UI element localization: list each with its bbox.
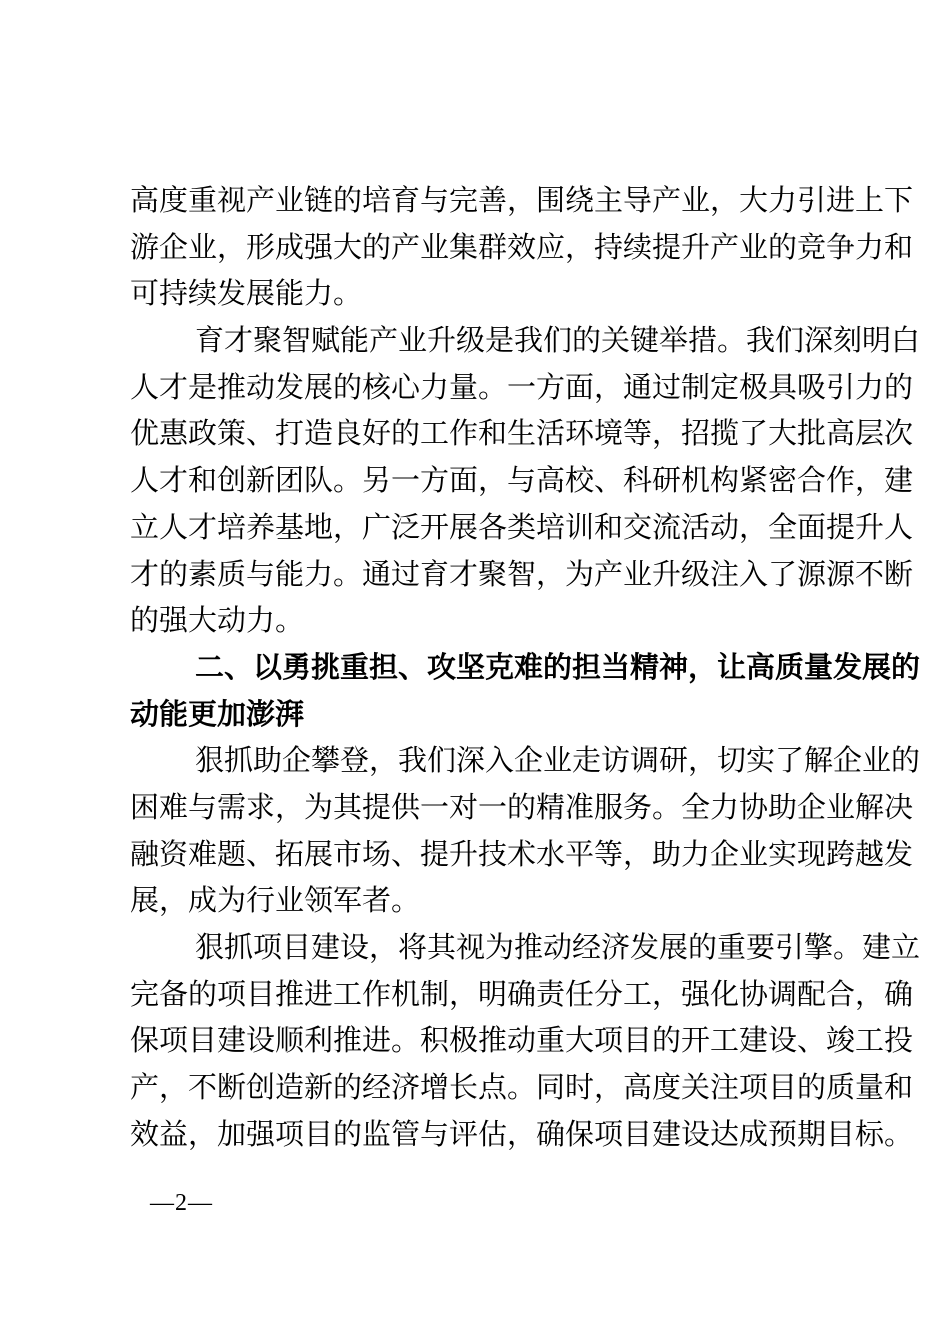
text-line: 产，不断创造新的经济增长点。同时，高度关注项目的质量和 xyxy=(130,1070,914,1105)
document-body xyxy=(130,177,921,1157)
text-line: 二、以勇挑重担、攻坚克难的担当精神，让高质量发展的 xyxy=(195,649,921,684)
text-line: 游企业，形成强大的产业集群效应，持续提升产业的竞争力和 xyxy=(130,229,914,264)
paragraph xyxy=(130,177,914,317)
text-line: 人才是推动发展的核心力量。一方面，通过制定极具吸引力的 xyxy=(130,369,914,404)
text-line: 狠抓项目建设，将其视为推动经济发展的重要引擎。建立 xyxy=(195,930,921,964)
section-heading xyxy=(130,644,921,737)
text-line: 展，成为行业领军者。 xyxy=(130,883,421,918)
text-line: 困难与需求，为其提供一对一的精准服务。全力协助企业解决 xyxy=(130,789,914,824)
text-line: 融资难题、拓展市场、提升技术水平等，助力企业实现跨越发 xyxy=(130,836,914,871)
text-line: 完备的项目推进工作机制，明确责任分工，强化协调配合，确 xyxy=(130,976,914,1011)
page-number: —2— xyxy=(150,1190,213,1216)
paragraph xyxy=(130,737,921,924)
text-line: 可持续发展能力。 xyxy=(130,276,363,311)
text-line: 狠抓助企攀登，我们深入企业走访调研，切实了解企业的 xyxy=(195,743,921,778)
text-line: 人才和创新团队。另一方面，与高校、科研机构紧密合作，建 xyxy=(130,463,914,498)
text-line: 效益，加强项目的监管与评估，确保项目建设达成预期目标。 xyxy=(130,1116,914,1151)
text-line: 立人才培养基地，广泛开展各类培训和交流活动，全面提升人 xyxy=(130,509,914,544)
text-line: 的强大动力。 xyxy=(130,603,305,638)
text-line: 保项目建设顺利推进。积极推动重大项目的开工建设、竣工投 xyxy=(130,1023,914,1058)
text-line: 高度重视产业链的培育与完善，围绕主导产业，大力引进上下 xyxy=(130,183,914,217)
paragraph xyxy=(130,924,921,1157)
text-line: 育才聚智赋能产业升级是我们的关键举措。我们深刻明白 xyxy=(195,323,921,358)
text-line: 优惠政策、打造良好的工作和生活环境等，招揽了大批高层次 xyxy=(130,416,914,451)
text-line: 才的素质与能力。通过育才聚智，为产业升级注入了源源不断 xyxy=(130,556,914,591)
text-line: 动能更加澎湃 xyxy=(130,696,305,731)
paragraph xyxy=(130,317,921,644)
